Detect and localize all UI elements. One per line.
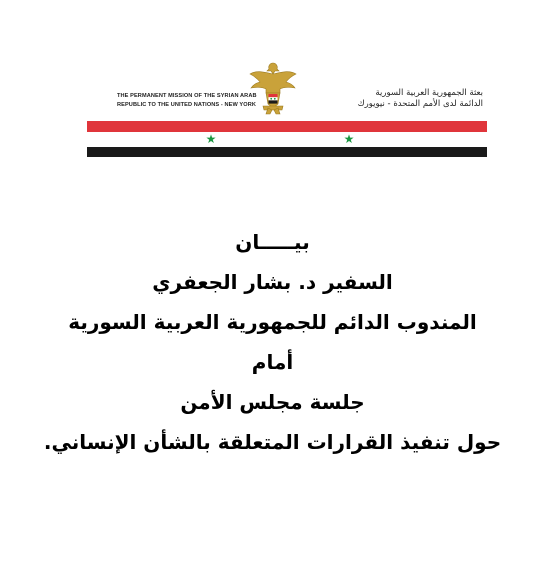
mission-name-english-line-1: THE PERMANENT MISSION OF THE SYRIAN ARAB [117,93,257,99]
mission-name-arabic [283,88,483,110]
mission-name-english-line-2: REPUBLIC TO THE UNITED NATIONS - NEW YORK [117,102,256,108]
green-star-icon: ★ [205,132,217,146]
before-label: أمام [251,350,294,374]
green-star-icon: ★ [343,132,355,146]
session-name: جلسة مجلس الأمن [180,390,365,414]
letterhead [0,0,545,170]
statement-title: بيـــــان [235,230,310,254]
flag-white-band [87,132,487,147]
speaker-name: السفير د. بشار الجعفري [152,270,393,294]
mission-name-arabic-line-2: الدائمة لدى الأمم المتحدة - نيويورك [357,99,483,109]
statement-heading [0,222,545,462]
mission-name-arabic-line-1: بعثة الجمهورية العربية السورية [375,88,483,98]
statement-topic: حول تنفيذ القرارات المتعلقة بالشأن الإنساني. [43,430,502,454]
flag-red-band [87,121,487,132]
flag-black-band [87,147,487,157]
syrian-flag-band [87,121,487,157]
speaker-position: المندوب الدائم للجمهورية العربية السورية [68,310,477,334]
